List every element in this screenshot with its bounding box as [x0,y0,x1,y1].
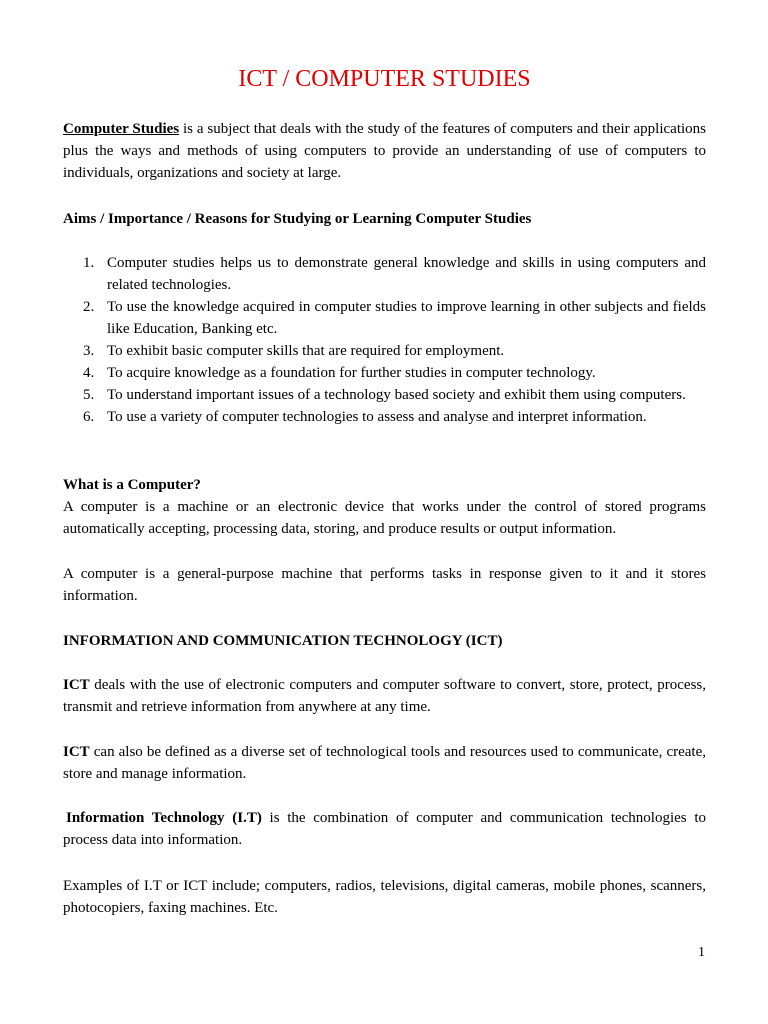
ict-term-1: ICT [63,677,90,693]
ict-definition-1-text: deals with the use of electronic computers and computer software to convert, store, protect, process, transmit and retrieve information from anywhere at any time. [63,677,706,715]
list-item [63,384,706,406]
list-item-text: To use a variety of computer technologies to assess and analyse and interpret information. [107,409,647,425]
computer-definition-1: A computer is a machine or an electronic device that works under the control of stored programs automatically accepting, processing data, storing, and produce results or output information. [63,499,706,537]
list-item [63,252,706,296]
computer-heading: What is a Computer? [63,477,201,493]
it-definition [63,807,706,851]
intro-text: is a subject that deals with the study of the features of computers and their applications plus the ways and methods of using computers to provide an understanding of use of computers to individuals, organizations and society at large. [63,121,706,181]
list-item-number: 5. [83,387,95,403]
list-item [63,296,706,340]
list-item-number: 4. [83,365,95,381]
page-number: 1 [698,945,705,960]
list-item [63,406,706,428]
list-item-text: To use the knowledge acquired in computer studies to improve learning in other subjects and fields like Education, Banking etc. [107,299,706,337]
computer-definition-2: A computer is a general-purpose machine that performs tasks in response given to it and it stores information. [63,566,706,604]
list-item-number: 3. [83,343,95,359]
list-item-number: 2. [83,299,95,315]
list-item-text: Computer studies helps us to demonstrate general knowledge and skills in using computers and related technologies. [107,255,706,293]
list-item [63,340,706,362]
ict-term-2: ICT [63,744,90,760]
aims-heading: Aims / Importance / Reasons for Studying or Learning Computer Studies [63,211,532,227]
aims-list [63,252,706,428]
it-definition-text: is the combination of computer and communication technologies to process data into information. [63,810,706,848]
list-item-text: To exhibit basic computer skills that are required for employment. [107,343,505,359]
ict-definition-1 [63,674,706,718]
page-title: ICT / COMPUTER STUDIES [238,66,531,92]
examples-paragraph: Examples of I.T or ICT include; computers, radios, televisions, digital cameras, mobile phones, scanners, photocopiers, faxing machines. Etc. [63,878,706,916]
ict-definition-2 [63,741,706,785]
list-item-text: To understand important issues of a technology based society and exhibit them using computers. [107,387,686,403]
list-item-number: 6. [83,409,95,425]
list-item [63,362,706,384]
intro-term: Computer Studies [63,121,180,137]
document-page [63,0,706,1024]
ict-heading: INFORMATION AND COMMUNICATION TECHNOLOGY (ICT) [63,633,503,649]
it-term: Information Technology (I.T) [66,810,262,826]
list-item-number: 1. [83,255,95,271]
intro-paragraph [63,118,706,184]
list-item-text: To acquire knowledge as a foundation for further studies in computer technology. [107,365,596,381]
ict-definition-2-text: can also be defined as a diverse set of technological tools and resources used to communicate, create, store and manage information. [63,744,706,782]
